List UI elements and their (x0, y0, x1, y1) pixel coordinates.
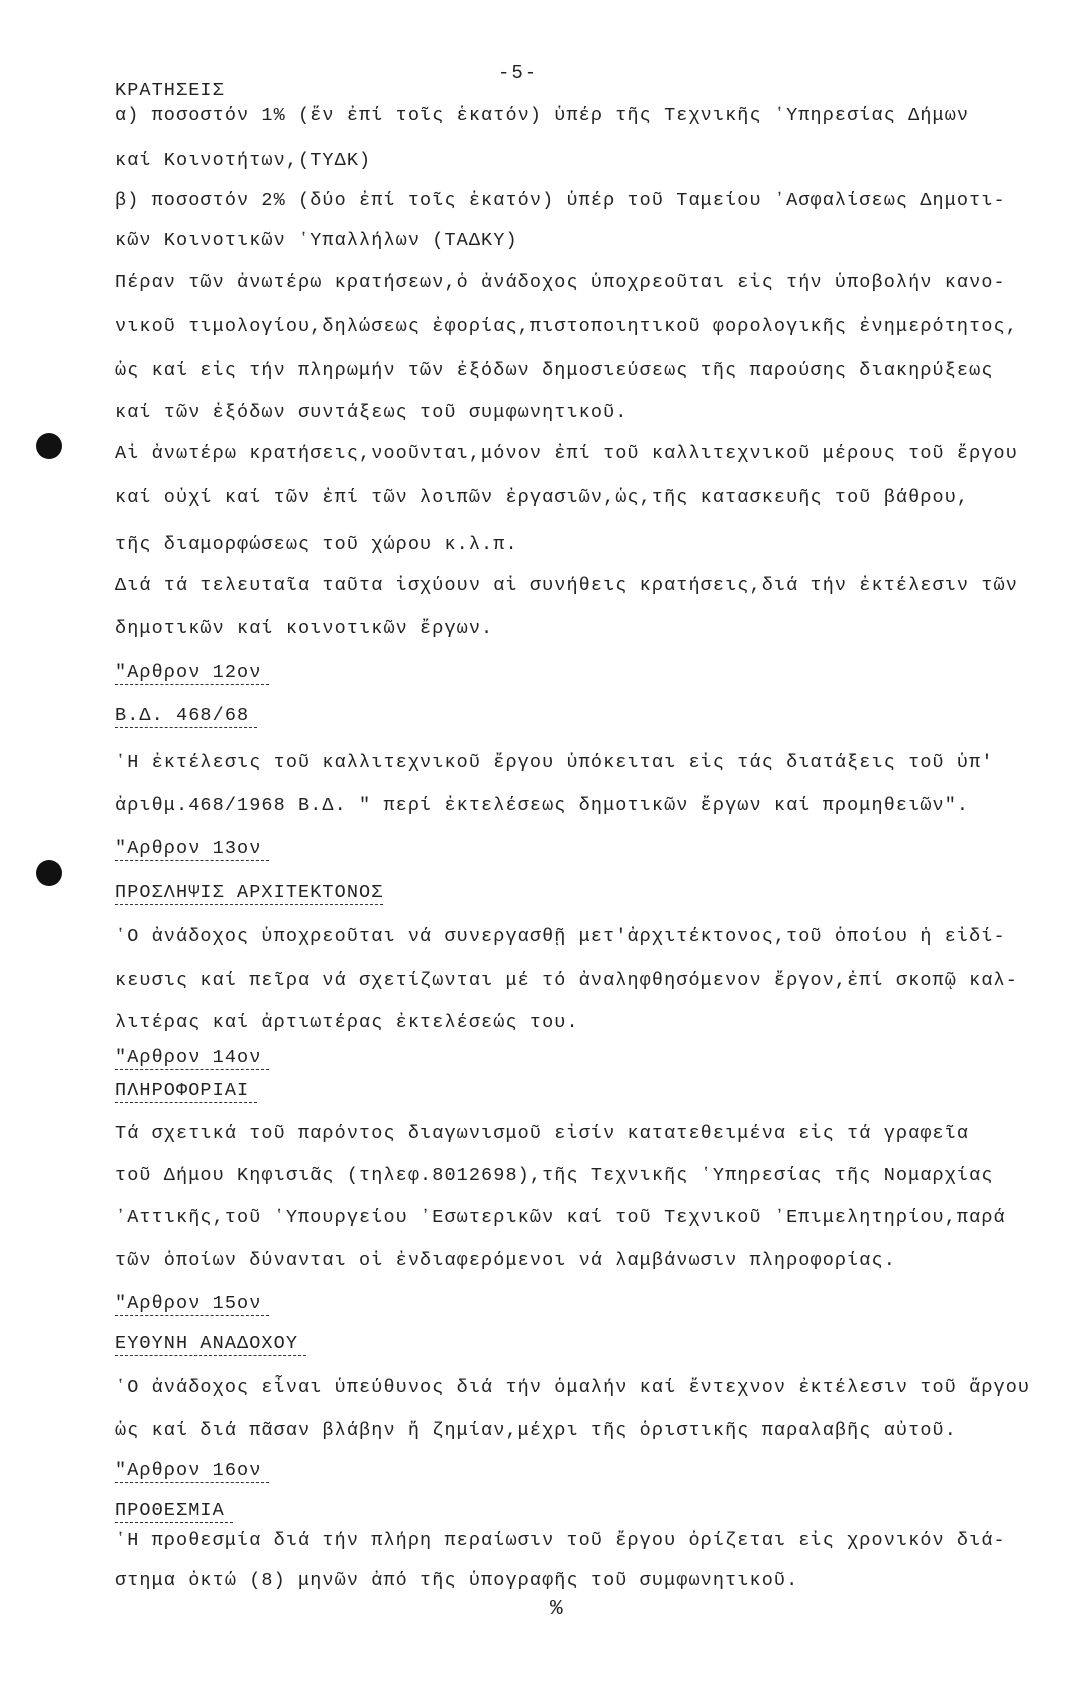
text-line: Πέραν τῶν ἀνωτέρω κρατήσεων,ὁ ἀνάδοχος ὑποχρεοῦται εἰς τήν ὑποβολήν κανο- (115, 272, 1006, 293)
article-heading: "Αρθρον 14ον (115, 1047, 269, 1068)
text-line: στημα ὀκτώ (8) μηνῶν ἀπό τῆς ὑπογραφῆς τοῦ συμφωνητικοῦ. (115, 1570, 799, 1591)
text-line: ʽΟ ἀνάδοχος ὑποχρεοῦται νά συνεργασθῇ μετ'ἀρχιτέκτονος,τοῦ ὁποίου ἡ εἰδί- (115, 926, 1006, 947)
text-line: Διά τά τελευταῖα ταῦτα ἰσχύουν αἱ συνήθεις κρατήσεις,διά τήν ἐκτέλεσιν τῶν (115, 575, 1018, 596)
text-line: καί τῶν ἐξόδων συντάξεως τοῦ συμφωνητικοῦ. (115, 402, 628, 423)
article-subheading: Β.Δ. 468/68 (115, 705, 257, 726)
article-subheading: ΕΥΘΥΝΗ ΑΝΑΔΟΧΟΥ (115, 1333, 306, 1354)
text-line: ἀριθμ.468/1968 Β.Δ. " περί ἐκτελέσεως δημοτικῶν ἔργων καί προμηθειῶν". (115, 795, 970, 816)
text-line: Τά σχετικά τοῦ παρόντος διαγωνισμοῦ εἰσίν κατατεθειμένα εἰς τά γραφεῖα (115, 1123, 970, 1144)
page-number: -5- (498, 62, 539, 84)
article-heading: "Αρθρον 12ον (115, 662, 269, 683)
text-line: ʼΑττικῆς,τοῦ ʽΥπουργείου ʼΕσωτερικῶν καί τοῦ Τεχνικοῦ ʼΕπιμελητηρίου,παρά (115, 1207, 1006, 1228)
text-line: ὡς καί διά πᾶσαν βλάβην ἤ ζημίαν,μέχρι τῆς ὁριστικῆς παραλαβῆς αὐτοῦ. (115, 1420, 957, 1441)
text-line: Αἱ ἀνωτέρω κρατήσεις,νοοῦνται,μόνον ἐπί τοῦ καλλιτεχνικοῦ μέρους τοῦ ἔργου (115, 443, 1018, 464)
text-line: β) ποσοστόν 2% (δύο ἐπί τοῖς ἑκατόν) ὑπέρ τοῦ Ταμείου ʼΑσφαλίσεως Δημοτι- (115, 190, 1006, 211)
text-line: τοῦ Δήμου Κηφισιᾶς (τηλεφ.8012698),τῆς Τεχνικῆς ʽΥπηρεσίας τῆς Νομαρχίας (115, 1165, 994, 1186)
punch-hole (36, 433, 62, 459)
text-line: τῶν ὁποίων δύνανται οἱ ἐνδιαφερόμενοι νά λαμβάνωσιν πληροφορίας. (115, 1250, 896, 1271)
text-line: δημοτικῶν καί κοινοτικῶν ἔργων. (115, 618, 494, 639)
article-heading: "Αρθρον 16ον (115, 1460, 269, 1481)
article-heading: "Αρθρον 13ον (115, 838, 269, 859)
text-line: ʽΟ ἀνάδοχος εἶναι ὑπεύθυνος διά τήν ὁμαλήν καί ἔντεχνον ἐκτέλεσιν τοῦ ἄργου (115, 1377, 1031, 1398)
text-line: λιτέρας καί ἀρτιωτέρας ἐκτελέσεώς του. (115, 1012, 579, 1033)
article-subheading: ΠΛΗΡΟΦΟΡΙΑΙ (115, 1080, 257, 1101)
text-line: καί οὐχί καί τῶν ἐπί τῶν λοιπῶν ἐργασιῶν,ὡς,τῆς κατασκευῆς τοῦ βάθρου, (115, 487, 970, 508)
article-heading: "Αρθρον 15ον (115, 1293, 269, 1314)
text-line: α) ποσοστόν 1% (ἕν ἐπί τοῖς ἑκατόν) ὑπέρ τῆς Τεχνικῆς ʽΥπηρεσίας Δήμων (115, 105, 970, 126)
text-line: νικοῦ τιμολογίου,δηλώσεως ἐφορίας,πιστοποιητικοῦ φορολογικῆς ἐνημερότητος, (115, 316, 1018, 337)
text-line: τῆς διαμορφώσεως τοῦ χώρου κ.λ.π. (115, 534, 518, 555)
text-line: κῶν Κοινοτικῶν ʽΥπαλλήλων (ΤΑΔΚΥ) (115, 230, 518, 251)
end-mark: % (550, 1598, 563, 1621)
text-line: ʽΗ ἐκτέλεσις τοῦ καλλιτεχνικοῦ ἔργου ὑπόκειται εἰς τάς διατάξεις τοῦ ὑπ' (115, 752, 994, 773)
section-heading: ΚΡΑΤΗΣΕΙΣ (115, 80, 225, 101)
punch-hole (36, 860, 62, 886)
text-line: ὡς καί εἰς τήν πληρωμήν τῶν ἐξόδων δημοσιεύσεως τῆς παρούσης διακηρύξεως (115, 360, 994, 381)
article-subheading: ΠΡΟΘΕΣΜΙΑ (115, 1500, 233, 1521)
text-line: κευσις καί πεῖρα νά σχετίζωνται μέ τό ἀναληφθησόμενον ἔργον,ἐπί σκοπῷ καλ- (115, 970, 1018, 991)
text-line: καί Κοινοτήτων,(ΤΥΔΚ) (115, 150, 372, 171)
article-subheading: ΠΡΟΣΛΗΨΙΣ ΑΡΧΙΤΕΚΤΟΝΟΣ (115, 882, 384, 903)
text-line: ʽΗ προθεσμία διά τήν πλήρη περαίωσιν τοῦ ἔργου ὁρίζεται εἰς χρονικόν διά- (115, 1530, 1006, 1551)
